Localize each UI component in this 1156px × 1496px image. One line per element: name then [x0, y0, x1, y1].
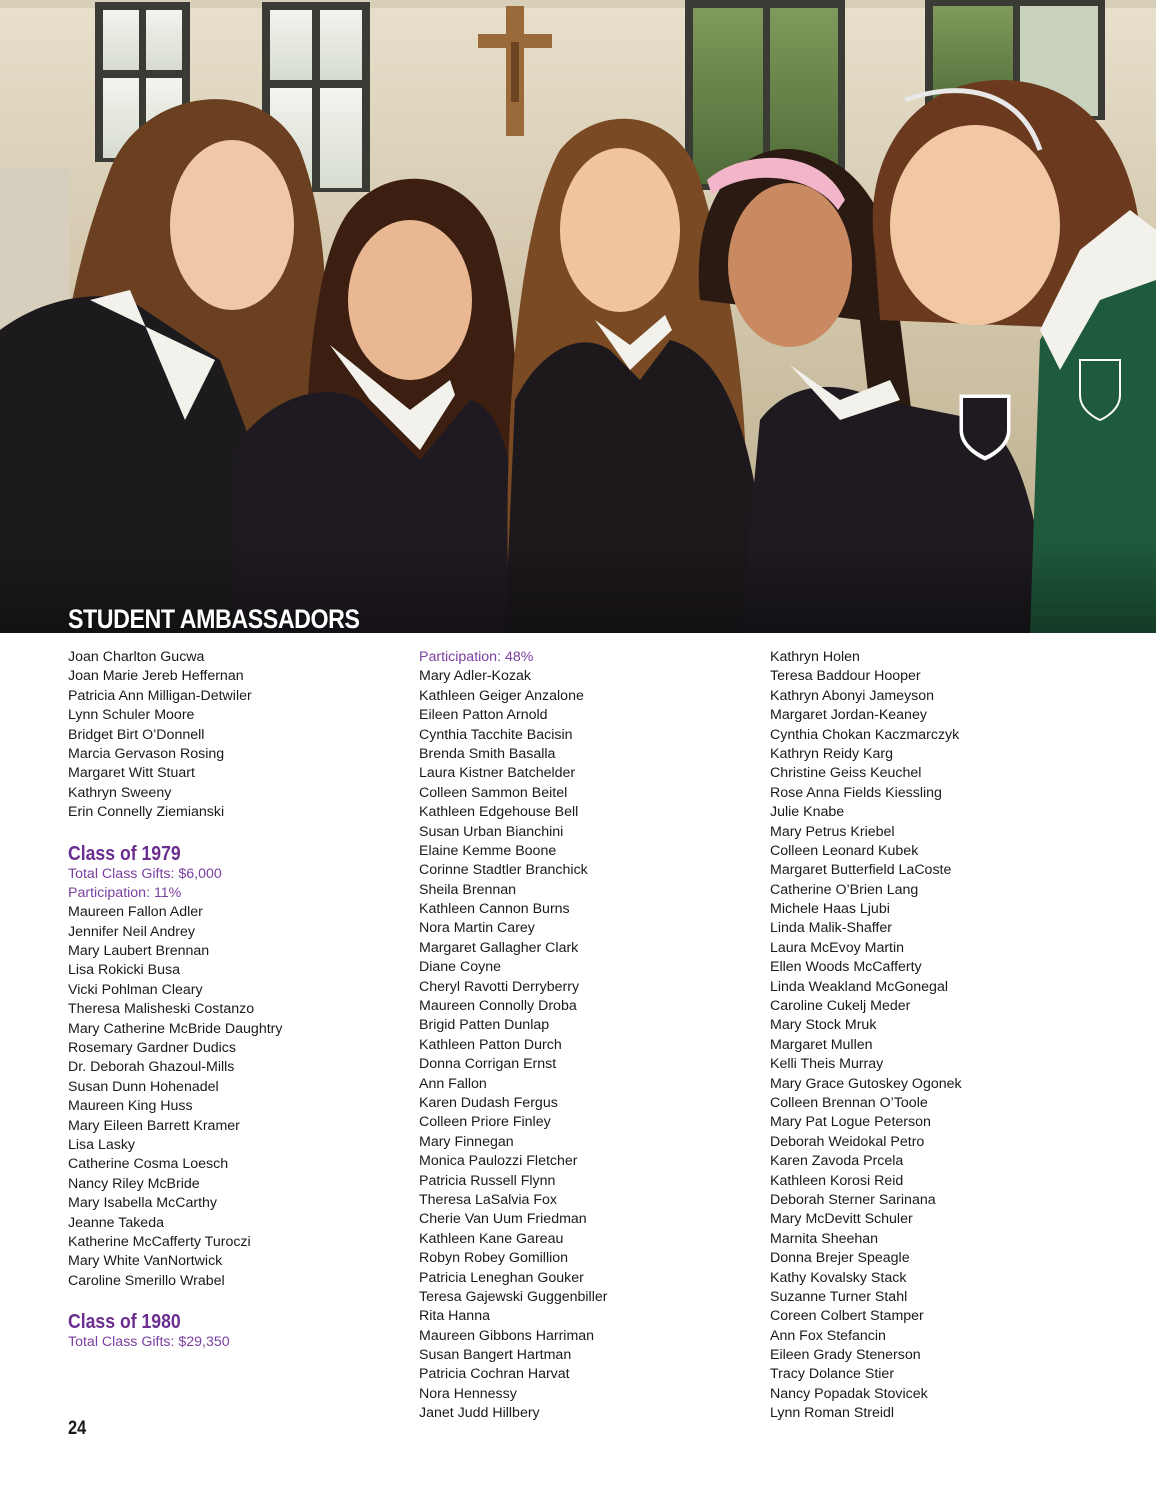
- donor-name: Mary Finnegan: [419, 1133, 514, 1150]
- donor-name: Mary McDevitt Schuler: [770, 1211, 913, 1228]
- donor-name: Nancy Popadak Stovicek: [770, 1385, 928, 1402]
- donor-name: Katherine McCafferty Turoczi: [68, 1233, 251, 1250]
- donor-name: Karen Dudash Fergus: [419, 1094, 558, 1111]
- donor-name: Lynn Roman Streidl: [770, 1405, 895, 1422]
- donor-name: Rose Anna Fields Kiessling: [770, 784, 942, 801]
- donor-name: Mary Isabella McCarthy: [68, 1195, 218, 1212]
- donor-name: Nora Martin Carey: [419, 920, 535, 937]
- donor-name: Patricia Ann Milligan-Detwiler: [68, 687, 252, 704]
- student-ambassadors-photo: [0, 0, 1156, 633]
- donor-name: Colleen Sammon Beitel: [419, 784, 568, 801]
- donor-name: Colleen Priore Finley: [419, 1114, 551, 1131]
- donor-name: Kathleen Geiger Anzalone: [419, 687, 584, 704]
- donor-name: Karen Zavoda Prcela: [770, 1153, 904, 1170]
- donor-name: Mary Eileen Barrett Kramer: [68, 1117, 240, 1134]
- donor-name: Maureen Fallon Adler: [68, 904, 203, 921]
- donor-name: Kathleen Korosi Reid: [770, 1172, 904, 1189]
- donor-name: Brenda Smith Basalla: [419, 745, 556, 762]
- donor-name: Lynn Schuler Moore: [68, 707, 195, 724]
- donor-name: Suzanne Turner Stahl: [770, 1288, 908, 1305]
- donor-name: Ann Fox Stefancin: [770, 1327, 886, 1344]
- class-gifts-1980: Total Class Gifts: $29,350: [68, 1334, 230, 1351]
- donor-name: Kathryn Abonyi Jameyson: [770, 687, 935, 704]
- donor-name: Joan Charlton Gucwa: [68, 649, 205, 665]
- donor-name: Theresa Malisheski Costanzo: [68, 1001, 255, 1018]
- donor-name: Sheila Brennan: [419, 881, 517, 898]
- donor-name: Elaine Kemme Boone: [419, 842, 557, 859]
- donor-name: Bridget Birt O’Donnell: [68, 726, 205, 743]
- donor-name: Teresa Baddour Hooper: [770, 668, 921, 685]
- donor-name: Theresa LaSalvia Fox: [419, 1191, 558, 1208]
- column-1: [68, 648, 408, 1353]
- donor-name: Tracy Dolance Stier: [770, 1366, 895, 1383]
- column-3: [770, 648, 1110, 1424]
- donor-name: Catherine Cosma Loesch: [68, 1156, 229, 1173]
- donor-name: Corinne Stadtler Branchick: [419, 862, 588, 879]
- name-list-1980-b: [770, 648, 1110, 1424]
- donor-name: Jennifer Neil Andrey: [68, 923, 195, 940]
- donor-name: Mary Adler-Kozak: [419, 668, 531, 685]
- donor-name: Kathryn Holen: [770, 649, 860, 665]
- donor-name: Erin Connelly Ziemianski: [68, 804, 225, 821]
- donor-name: Margaret Butterfield LaCoste: [770, 862, 952, 879]
- donor-name: Margaret Witt Stuart: [68, 765, 195, 782]
- donor-name: Margaret Gallagher Clark: [419, 939, 579, 956]
- donor-name: Susan Urban Bianchini: [419, 823, 564, 840]
- donor-name: Nancy Riley McBride: [68, 1175, 200, 1192]
- donor-name: Mary Grace Gutoskey Ogonek: [770, 1075, 962, 1092]
- donor-name: Kathleen Cannon Burns: [419, 901, 570, 918]
- donor-name: Coreen Colbert Stamper: [770, 1308, 924, 1325]
- donor-name: Laura Kistner Batchelder: [419, 765, 576, 782]
- donor-name: Linda Malik-Shaffer: [770, 920, 892, 937]
- donor-name: Kelli Theis Murray: [770, 1056, 884, 1073]
- donor-name: Marnita Sheehan: [770, 1230, 879, 1247]
- donor-name: Janet Judd Hillbery: [419, 1405, 540, 1422]
- donor-name: Colleen Brennan O’Toole: [770, 1094, 928, 1111]
- donor-name: Diane Coyne: [419, 959, 502, 976]
- donor-name: Donna Corrigan Ernst: [419, 1056, 557, 1073]
- donor-name: Jeanne Takeda: [68, 1214, 164, 1231]
- class-heading-1980: Class of 1980: [68, 1310, 181, 1334]
- donor-name: Catherine O’Brien Lang: [770, 881, 919, 898]
- donor-name: Rosemary Gardner Dudics: [68, 1040, 236, 1057]
- donor-name: Marcia Gervason Rosing: [68, 745, 225, 762]
- class-participation-1979: Participation: 11%: [68, 884, 182, 901]
- donor-name: Margaret Jordan-Keaney: [770, 707, 927, 724]
- donor-name: Mary Pat Logue Peterson: [770, 1114, 931, 1131]
- donor-name: Cynthia Tacchite Bacisin: [419, 726, 573, 743]
- donor-name: Eileen Patton Arnold: [419, 707, 548, 724]
- donor-name: Robyn Robey Gomillion: [419, 1250, 569, 1267]
- donor-name: Nora Hennessy: [419, 1385, 517, 1402]
- donor-name: Maureen Connolly Droba: [419, 998, 577, 1015]
- donor-name: Deborah Weidokal Petro: [770, 1133, 925, 1150]
- donor-name: Ellen Woods McCafferty: [770, 959, 922, 976]
- donor-name: Michele Haas Ljubi: [770, 901, 890, 918]
- donor-name: Deborah Sterner Sarinana: [770, 1191, 936, 1208]
- donor-name: Cynthia Chokan Kaczmarczyk: [770, 726, 960, 743]
- donor-name: Vicki Pohlman Cleary: [68, 981, 203, 998]
- class-gifts-1979: Total Class Gifts: $6,000: [68, 865, 222, 882]
- donor-name: Rita Hanna: [419, 1308, 490, 1325]
- name-list-1980-a: [419, 667, 759, 1423]
- donor-name: Mary White VanNortwick: [68, 1253, 223, 1270]
- donor-name: Eileen Grady Stenerson: [770, 1347, 921, 1364]
- donor-name: Joan Marie Jereb Heffernan: [68, 668, 244, 685]
- donor-name: Patricia Leneghan Gouker: [419, 1269, 584, 1286]
- donor-name: Ann Fallon: [419, 1075, 487, 1092]
- donor-name: Cheryl Ravotti Derryberry: [419, 978, 580, 995]
- donor-name: Susan Bangert Hartman: [419, 1347, 572, 1364]
- donor-name: Caroline Cukelj Meder: [770, 998, 911, 1015]
- name-list-ambassadors: [68, 648, 408, 823]
- name-list-1979: [68, 903, 408, 1291]
- donor-name: Kathleen Edgehouse Bell: [419, 804, 579, 821]
- donor-name: Cherie Van Uum Friedman: [419, 1211, 587, 1228]
- donor-name: Teresa Gajewski Guggenbiller: [419, 1288, 608, 1305]
- donor-name: Mary Catherine McBride Daughtry: [68, 1020, 283, 1037]
- donor-name: Lisa Lasky: [68, 1136, 136, 1153]
- donor-name: Linda Weakland McGonegal: [770, 978, 948, 995]
- donor-name: Brigid Patten Dunlap: [419, 1017, 550, 1034]
- donor-name: Susan Dunn Hohenadel: [68, 1078, 219, 1095]
- donor-name: Kathleen Kane Gareau: [419, 1230, 564, 1247]
- donor-name: Mary Stock Mruk: [770, 1017, 877, 1034]
- donor-name: Maureen Gibbons Harriman: [419, 1327, 595, 1344]
- donor-name: Laura McEvoy Martin: [770, 939, 905, 956]
- donor-name: Patricia Cochran Harvat: [419, 1366, 570, 1383]
- donor-name: Kathy Kovalsky Stack: [770, 1269, 907, 1286]
- donor-name: Kathryn Sweeny: [68, 784, 172, 801]
- donor-name: Mary Laubert Brennan: [68, 943, 210, 960]
- donor-name: Margaret Mullen: [770, 1036, 873, 1053]
- donor-name: Maureen King Huss: [68, 1098, 193, 1115]
- donor-name: Patricia Russell Flynn: [419, 1172, 556, 1189]
- donor-name: Christine Geiss Keuchel: [770, 765, 922, 782]
- donor-name: Lisa Rokicki Busa: [68, 962, 180, 979]
- donor-name: Dr. Deborah Ghazoul-Mills: [68, 1059, 235, 1076]
- donor-name: Julie Knabe: [770, 804, 845, 821]
- section-title: STUDENT AMBASSADORS: [68, 604, 360, 633]
- class-heading-1979: Class of 1979: [68, 841, 181, 865]
- page-number: 24: [68, 1418, 87, 1439]
- donor-name: Caroline Smerillo Wrabel: [68, 1272, 225, 1289]
- donor-name: Mary Petrus Kriebel: [770, 823, 895, 840]
- class-participation-1980: Participation: 48%: [419, 649, 534, 665]
- column-2: [419, 648, 759, 1424]
- donor-name: Monica Paulozzi Fletcher: [419, 1153, 578, 1170]
- donor-name: Kathryn Reidy Karg: [770, 745, 894, 762]
- donor-name: Donna Brejer Speagle: [770, 1250, 910, 1267]
- donor-name: Kathleen Patton Durch: [419, 1036, 562, 1053]
- donor-name: Colleen Leonard Kubek: [770, 842, 919, 859]
